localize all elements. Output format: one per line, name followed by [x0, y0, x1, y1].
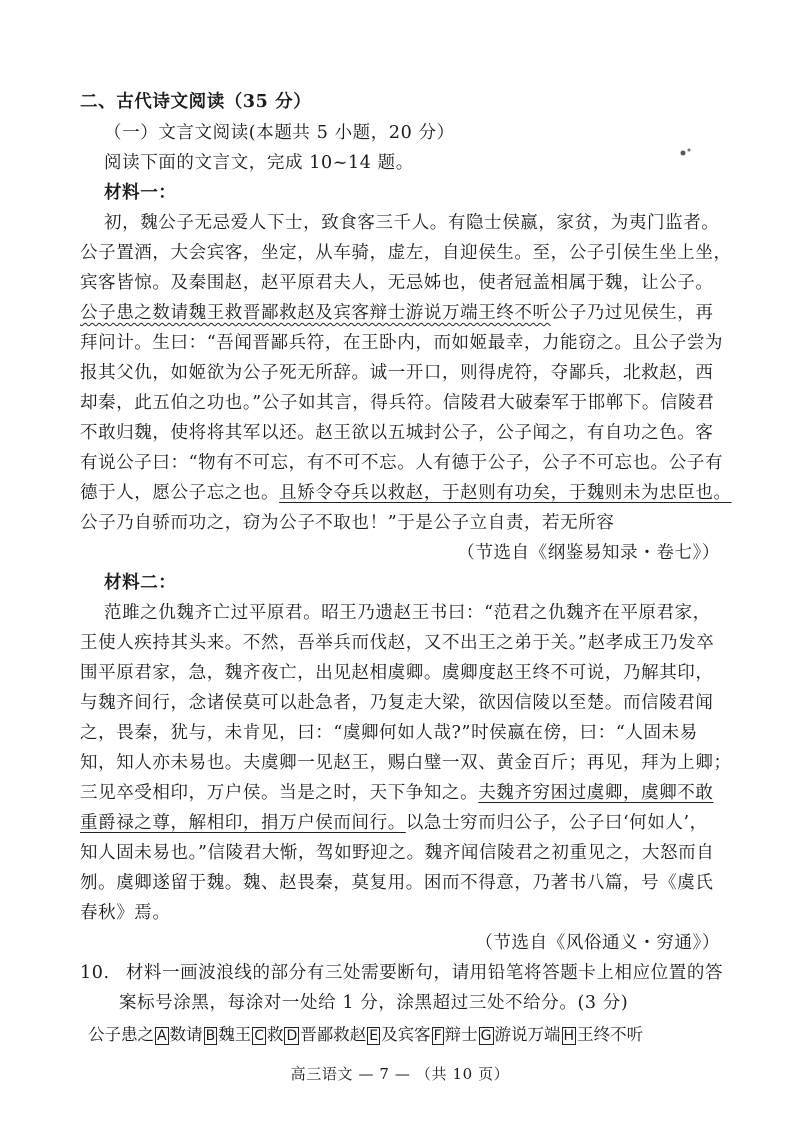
- material2-line: 知人固未易也。”信陵君大惭，驾如野迎之。魏齐闻信陵君之初重见之，大怒而自: [80, 843, 715, 863]
- underlined-passage: 重爵禄之尊，解相印，捐万户侯而间行。: [80, 813, 406, 833]
- answer-marker-g[interactable]: G: [480, 1028, 492, 1044]
- material2-line: 王使人疾持其头来。不然，吾举兵而伐赵，又不出王之弟于关。”赵孝成王乃发卒: [80, 633, 715, 653]
- question-text-line2: 案标号涂黑，每涂对一处给 1 分，涂黑超过三处不给分。(3 分): [119, 993, 629, 1013]
- answer-marker-b[interactable]: B: [205, 1028, 216, 1044]
- material2-line: 刎。虞卿遂留于魏。魏、赵畏秦，莫复用。困而不得意，乃著书八篇，号《虞氏: [80, 873, 714, 893]
- material2-line: 与魏齐间行，念诸侯莫可以赴急者，乃复走大梁，欲因信陵以至楚。而信陵君闻: [80, 693, 714, 713]
- material1-line-wavy: [80, 301, 720, 325]
- answer-options-line: [88, 1023, 728, 1047]
- material2-label: 材料二：: [104, 573, 177, 593]
- answer-marker-a[interactable]: A: [157, 1028, 167, 1044]
- answer-marker-f[interactable]: F: [433, 1028, 442, 1044]
- answer-segment: 游说万端: [494, 1025, 561, 1044]
- answer-marker-e[interactable]: E: [369, 1028, 379, 1044]
- subsection-title: （一）文言文阅读(本题共 5 小题，20 分）: [104, 123, 455, 143]
- answer-marker-c[interactable]: C: [254, 1028, 264, 1044]
- answer-marker-h[interactable]: H: [563, 1028, 575, 1044]
- underlined-passage: 夫魏齐穷困过虞卿，虞卿不敢: [478, 783, 714, 803]
- section-title: 二、古代诗文阅读（35 分）: [80, 92, 312, 112]
- material1-line: 公子乃自骄而功之，窃为公子不取也！”于是公子立自责，若无所容: [80, 513, 615, 533]
- material2-line: 之，畏秦，犹与，未肯见，曰：“虞卿何如人哉?”时侯嬴在傍，曰：“人固未易: [80, 723, 698, 743]
- material1-line: 有说公子曰：“物有不可忘，有不可不忘。人有德于公子，公子不可忘也。公子有: [80, 453, 724, 473]
- material1-line-tail: 公子乃过见侯生，再: [550, 303, 714, 323]
- question10: [80, 961, 724, 985]
- underlined-passage: 且矫令夺兵以救赵，于赵则有功矣，于魏则未为忠臣也。: [279, 483, 732, 503]
- material1-line: 初，魏公子无忌爱人下士，致食客三千人。有隐士侯嬴，家贫，为夷门监者。: [104, 213, 720, 233]
- material2-line-head: 三见卒受相印，万户侯。当是之时，天下争知之。: [80, 783, 479, 803]
- material2-source: （节选自《风俗通义・穷通》）: [475, 933, 720, 953]
- answer-segment: 救: [266, 1025, 284, 1044]
- answer-segment: 及宾客: [381, 1025, 431, 1044]
- answer-marker-d[interactable]: D: [286, 1028, 298, 1044]
- material2-line-underlined: [80, 811, 720, 835]
- answer-segment: 辩士: [444, 1025, 478, 1044]
- material2-line: 春秋》焉。: [80, 903, 171, 923]
- material1-line-underlined: [80, 481, 732, 505]
- material1-line: 报其父仇，如姬欲为公子死无所辞。诚一开口，则得虎符，夺鄙兵，北救赵，西: [80, 363, 714, 383]
- material1-line: 不敢归魏，使将将其军以还。赵王欲以五城封公子，公子闻之，有自功之色。客: [80, 423, 714, 443]
- material2-line-underlined: [80, 781, 720, 805]
- instruction: 阅读下面的文言文，完成 10~14 题。: [104, 153, 414, 173]
- wavy-underlined-passage: 公子患之数请魏王救晋鄙救赵及宾客辩士游说万端王终不听: [80, 303, 551, 323]
- answer-segment: 数请: [169, 1025, 203, 1044]
- material1-line-head: 德于人，愿公子忘之也。: [80, 483, 280, 503]
- answer-segment: 晋鄙救赵: [300, 1025, 367, 1044]
- answer-segment: 魏王: [218, 1025, 252, 1044]
- material2-line: 范雎之仇魏齐亡过平原君。昭王乃遗赵王书曰：“范君之仇魏齐在平原君家，: [104, 603, 711, 623]
- material1-label: 材料一：: [104, 183, 177, 203]
- ink-smudge: [678, 147, 694, 157]
- question-text-line1: 材料一画波浪线的部分有三处需要断句，请用铅笔将答题卡上相应位置的答: [125, 963, 724, 983]
- answer-segment: 公子患之: [88, 1025, 154, 1044]
- material1-source: （节选自《纲鉴易知录・卷七》）: [457, 543, 720, 563]
- question-number: 10.: [80, 963, 110, 983]
- page-footer: 高三语文 — 7 — （共 10 页）: [290, 1065, 510, 1083]
- material2-line-tail: 以急士穷而归公子，公子曰‘何如人’，: [405, 813, 708, 833]
- material1-line: 宾客皆惊。及秦围赵，赵平原君夫人，无忌姊也，使者冠盖相属于魏，让公子。: [80, 273, 714, 293]
- material2-line: 知，知人亦未易也。夫虞卿一见赵王，赐白璧一双、黄金百斤；再见，拜为上卿；: [80, 753, 732, 773]
- material1-line: 公子置酒，大会宾客，坐定，从车骑，虚左，自迎侯生。至，公子引侯生坐上坐，: [80, 243, 732, 263]
- material1-line: 拜问计。生曰：“吾闻晋鄙兵符，在王卧内，而如姬最幸，力能窃之。且公子尝为: [80, 333, 724, 353]
- answer-segment: 王终不听: [577, 1025, 644, 1044]
- material1-line: 却秦，此五伯之功也。”公子如其言，得兵符。信陵君大破秦军于邯郸下。信陵君: [80, 393, 715, 413]
- material2-line: 围平原君家，急，魏齐夜亡，出见赵相虞卿。虞卿度赵王终不可说，乃解其印，: [80, 663, 714, 683]
